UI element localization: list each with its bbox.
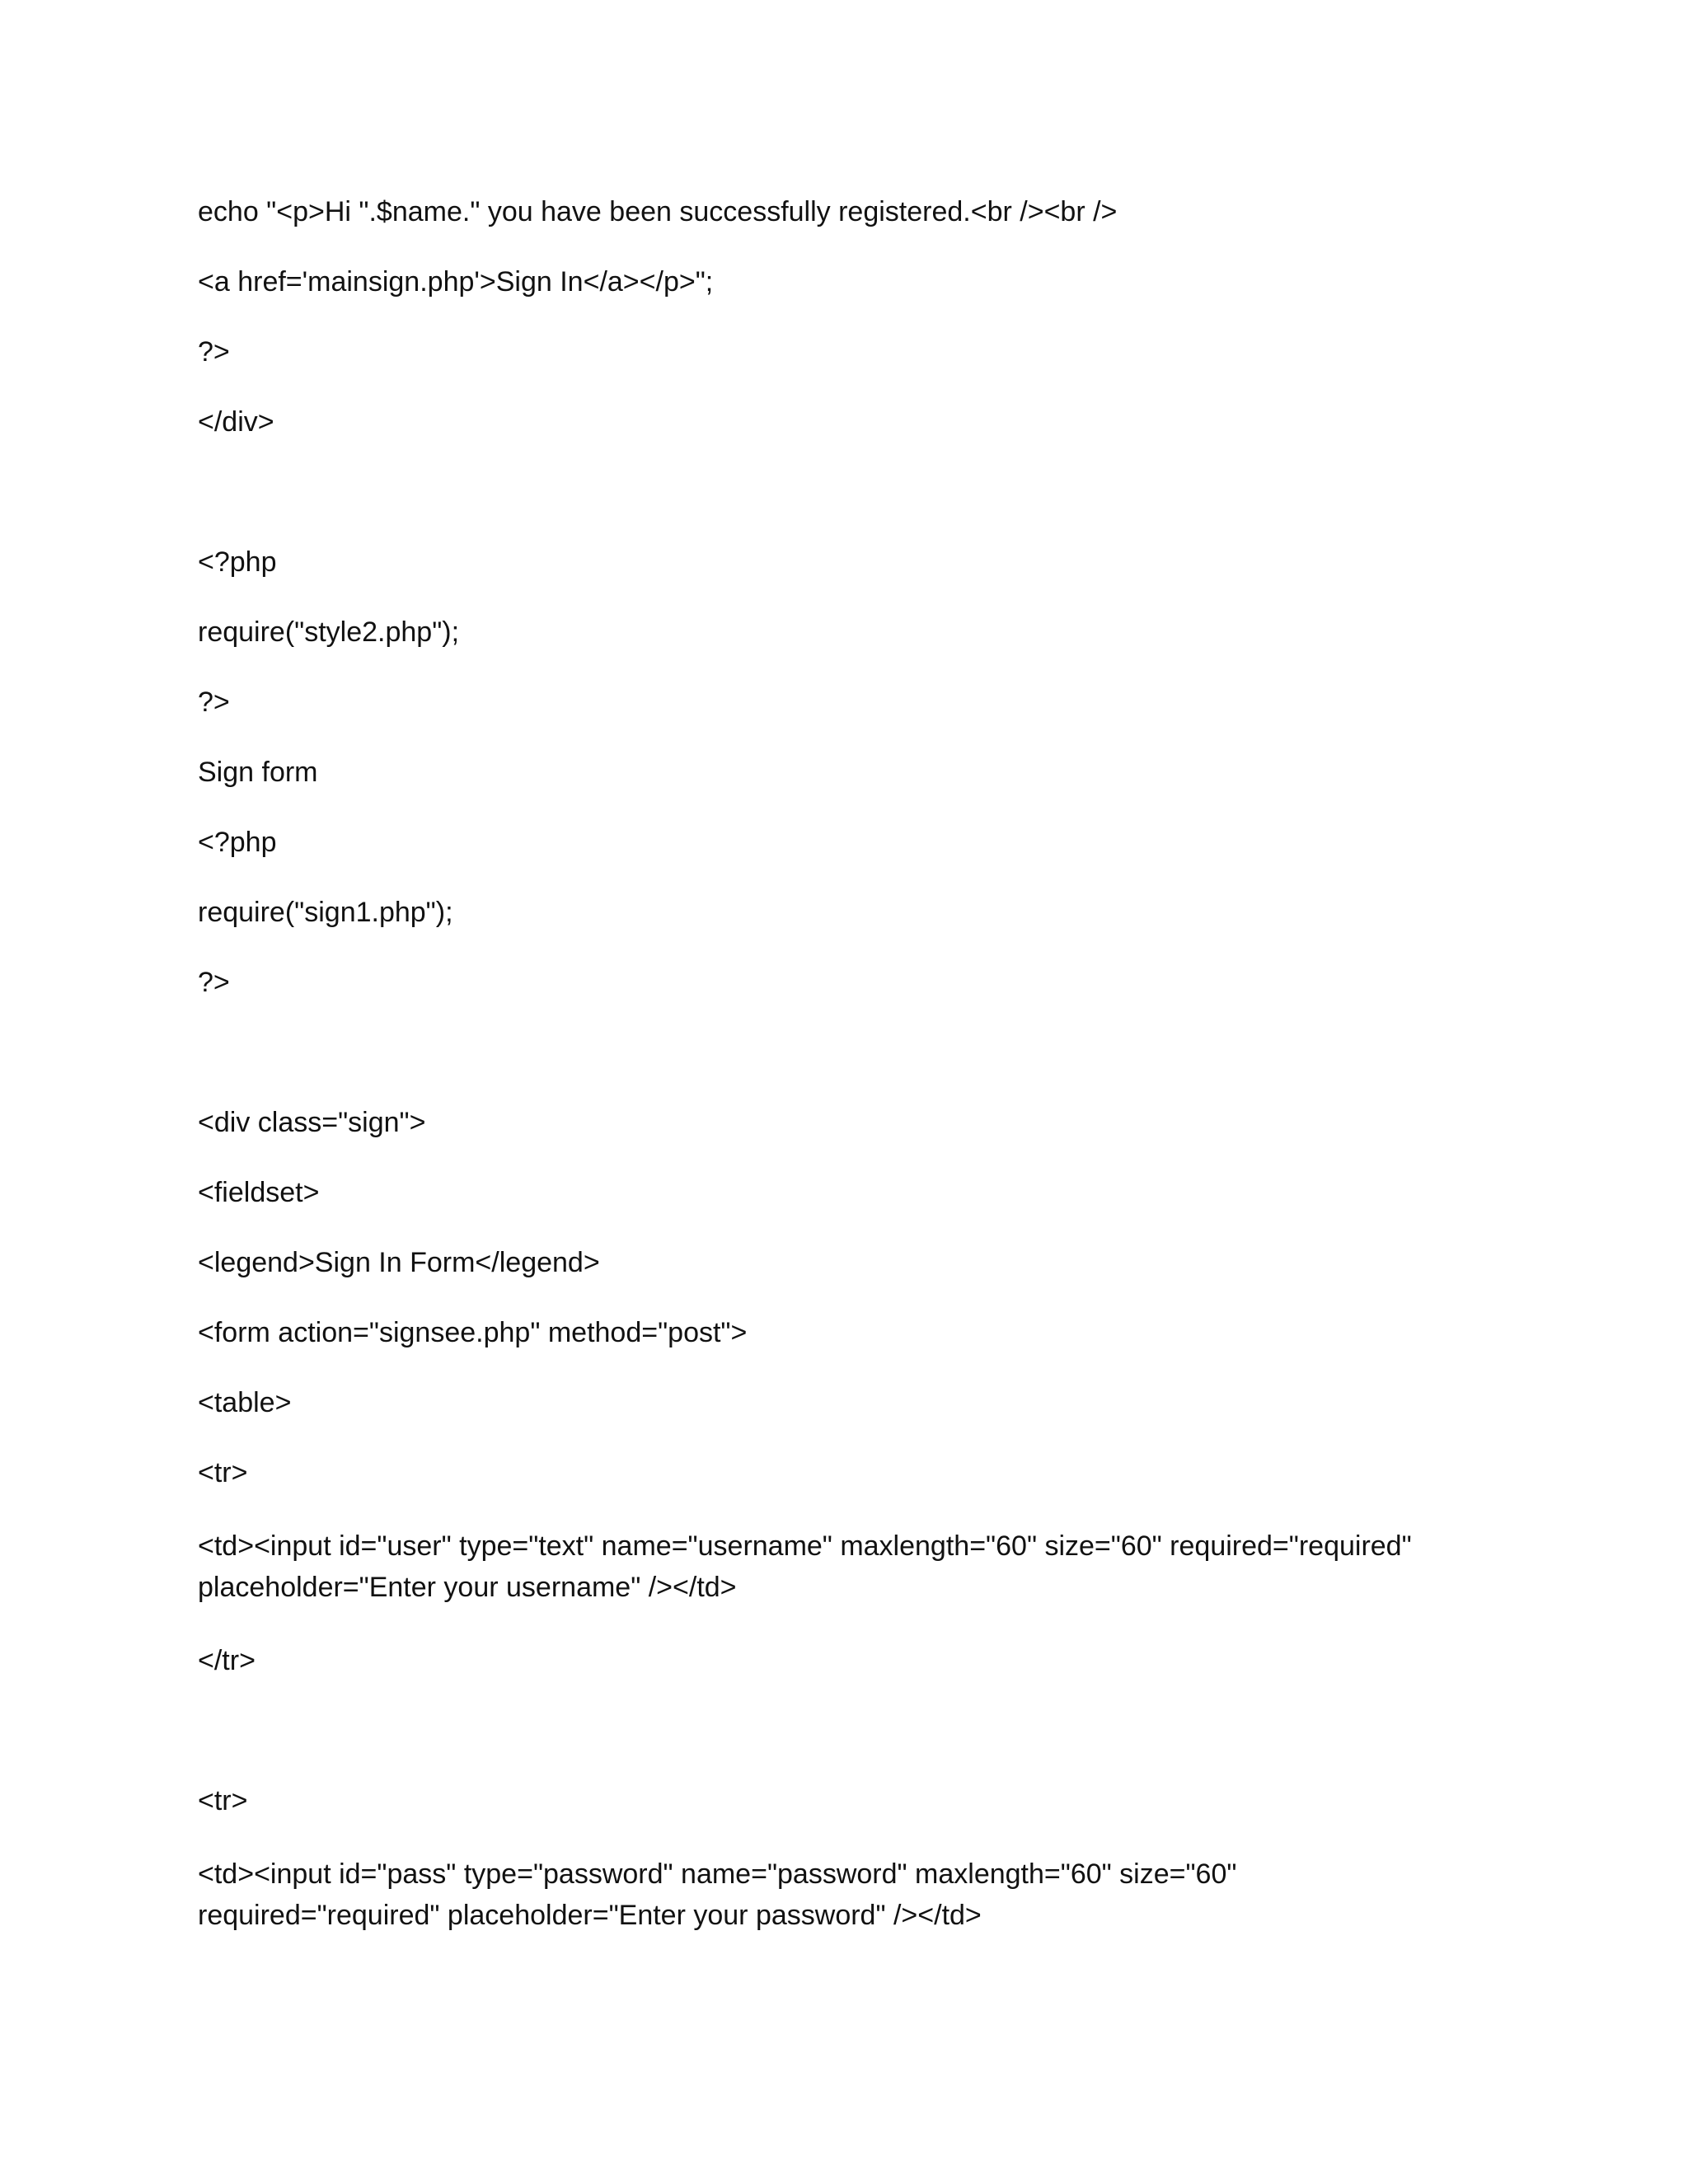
- code-line: <?php: [198, 546, 277, 578]
- code-line: echo "<p>Hi ".$name." you have been successfully registered.<br /><br />: [198, 196, 1118, 227]
- code-line: ?>: [198, 967, 230, 998]
- blank-line: [198, 1713, 1484, 1783]
- code-line: </tr>: [198, 1645, 256, 1676]
- code-line: <tr>: [198, 1457, 248, 1488]
- code-line: <table>: [198, 1387, 292, 1418]
- code-line: ?>: [198, 687, 230, 718]
- blank-line: [198, 475, 1484, 545]
- blank-line: [198, 1035, 1484, 1105]
- code-line: ?>: [198, 336, 230, 368]
- code-line: <td><input id="user" type="text" name="username" maxlength="60" size="60" required="required": [198, 1530, 1412, 1562]
- code-line: <td><input id="pass" type="password" name="password" maxlength="60" size="60": [198, 1858, 1237, 1890]
- code-listing: [198, 194, 1484, 1971]
- code-paragraph: [198, 1526, 1484, 1608]
- code-line: <form action="signsee.php" method="post">: [198, 1317, 748, 1348]
- code-line: <tr>: [198, 1785, 248, 1816]
- code-line: <?php: [198, 827, 277, 858]
- code-line: require("sign1.php");: [198, 897, 453, 928]
- code-line: </div>: [198, 406, 274, 438]
- code-line: require("style2.php");: [198, 616, 460, 648]
- code-line: placeholder="Enter your username" /></td>: [198, 1572, 737, 1603]
- code-line: Sign form: [198, 757, 318, 788]
- code-line: required="required" placeholder="Enter your password" /></td>: [198, 1900, 982, 1931]
- code-line: <legend>Sign In Form</legend>: [198, 1247, 600, 1278]
- code-line: <div class="sign">: [198, 1107, 426, 1138]
- code-line: <fieldset>: [198, 1177, 320, 1208]
- code-paragraph: [198, 1854, 1484, 1936]
- code-line: <a href='mainsign.php'>Sign In</a></p>";: [198, 266, 714, 298]
